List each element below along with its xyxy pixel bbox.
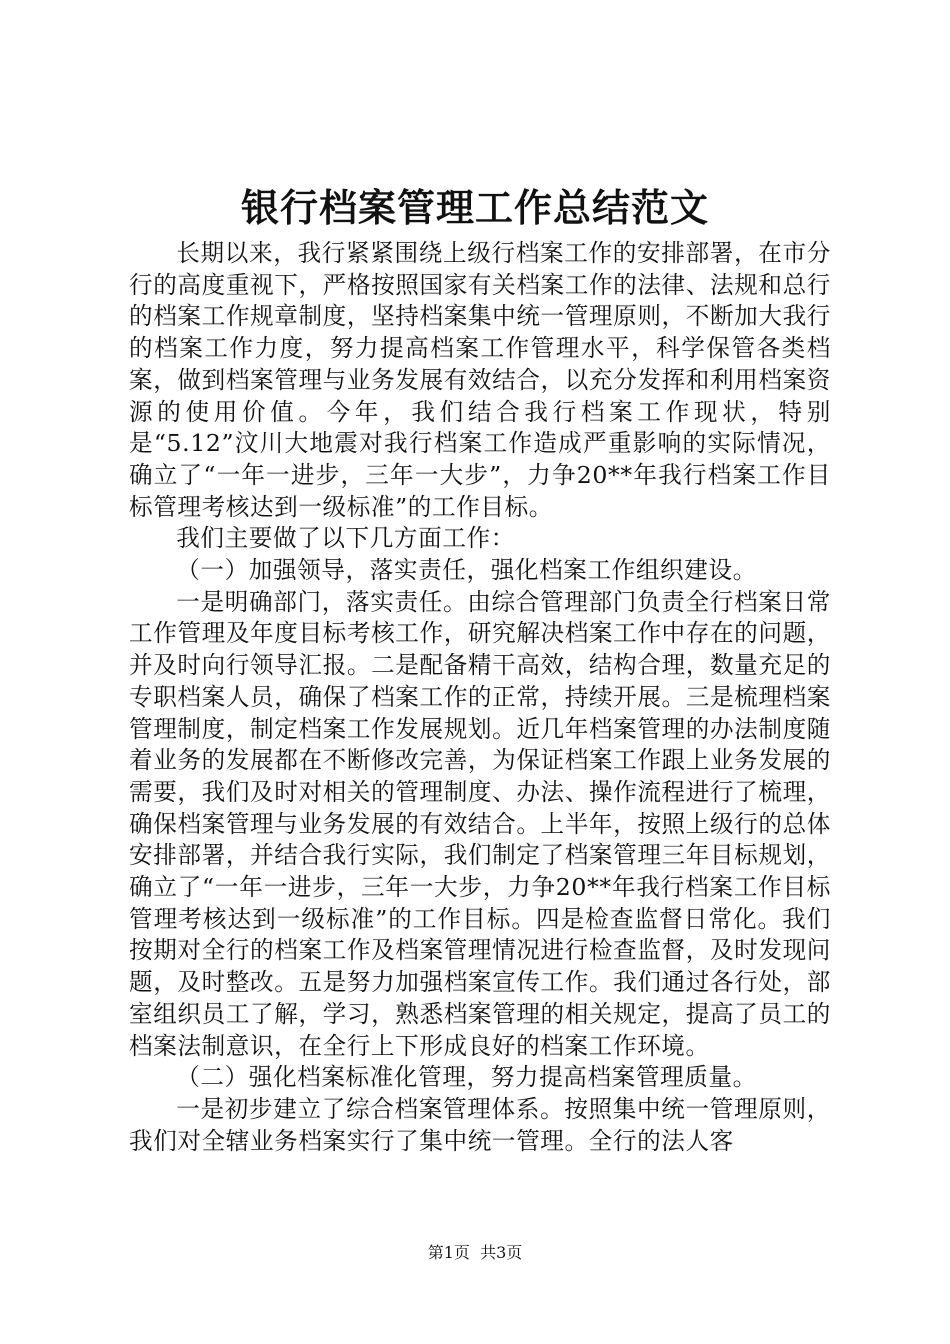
paragraph-summary-lead: 我们主要做了以下几方面工作：: [176, 524, 515, 553]
paragraph-section-2: 一是初步建立了综合档案管理体系。按照集中统一管理原则，我们对全辖业务档案实行了集中统一管理。全行的法人客: [129, 1094, 831, 1155]
paragraph-section-1: 一是明确部门，落实责任。由综合管理部门负责全行档案日常工作管理及年度目标考核工作，研究解决档案工作中存在的问题，并及时向行领导汇报。二是配备精干高效，结构合理，数量充足的专职档案人员，确保了档案工作的正常，持续开展。三是梳理档案管理制度，制定档案工作发展规划。近几年档案管理的办法制度随着业务的发展都在不断修改完善，为保证档案工作跟上业务发展的需要，我们及时对相关的管理制度、办法、操作流程进行了梳理，确保档案管理与业务发展的有效结合。上半年，按照上级行的总体安排部署，并结合我行实际，我们制定了档案管理三年目标规划，确立了“一年一进步，三年一大步，力争20**年我行档案工作目标管理考核达到一级标准”的工作目标。四是检查监督日常化。我们按期对全行的档案工作及档案管理情况进行检查监督，及时发现问题，及时整改。五是努力加强档案宣传工作。我们通过各行处，部室组织员工了解，学习，熟悉档案管理的相关规定，提高了员工的档案法制意识，在全行上下形成良好的档案工作环境。: [129, 587, 831, 1060]
page-footer: [0, 1241, 950, 1265]
section-heading-2: （二）强化档案标准化管理，努力提高档案管理质量。: [176, 1063, 757, 1092]
paragraph-intro: 长期以来，我行紧紧围绕上级行档案工作的安排部署，在市分行的高度重视下，严格按照国家有关档案工作的法律、法规和总行的档案工作规章制度，坚持档案集中统一管理原则，不断加大我行的档案工作力度，努力提高档案工作管理水平，科学保管各类档案，做到档案管理与业务发展有效结合，以充分发挥和利用档案资源的使用价值。今年，我们结合我行档案工作现状，特别是“5.12”汶川大地震对我行档案工作造成严重影响的实际情况，确立了“一年一进步，三年一大步”，力争20**年我行档案工作目标管理考核达到一级标准”的工作目标。: [129, 239, 831, 521]
document-title: 银行档案管理工作总结范文: [240, 186, 709, 230]
page-total: 共3页: [480, 1243, 523, 1262]
section-heading-1: （一）加强领导，落实责任，强化档案工作组织建设。: [176, 556, 757, 585]
page-number: 第1页: [427, 1243, 470, 1262]
document-body: [129, 238, 831, 1157]
